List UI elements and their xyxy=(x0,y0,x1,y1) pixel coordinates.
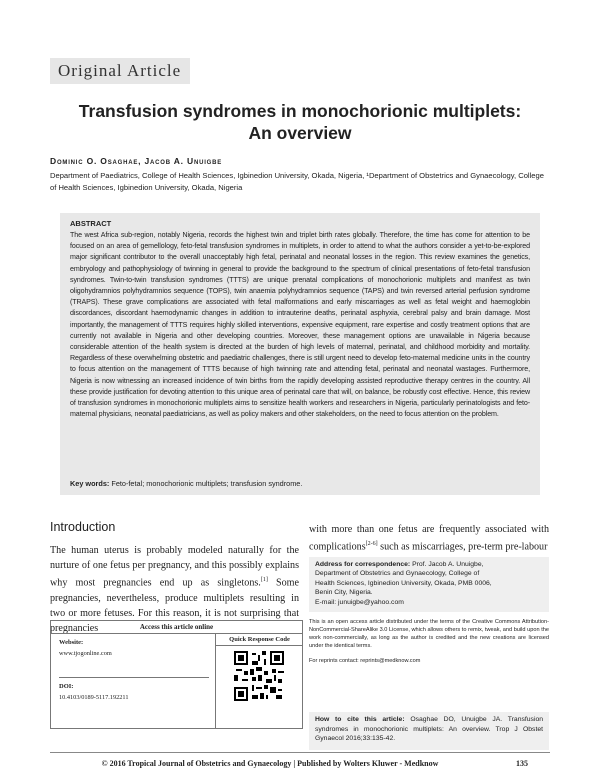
qr-cell xyxy=(215,634,303,728)
citation-2[interactable]: [2-6] xyxy=(365,541,378,548)
doi-value[interactable]: 10.4103/0189-5117.192211 xyxy=(59,694,129,701)
intro-text-1: The human uterus is probably modeled naturally for the nurture of one fetus per pregnancy, and this possibly explains why most pregnancies end up as singletons. xyxy=(50,545,299,589)
paper-title xyxy=(40,100,560,144)
cite-label: How to cite this article: xyxy=(315,716,405,723)
authors: Dominic O. Osaghae, Jacob A. Unuigbe xyxy=(50,156,223,166)
title-line-2: An overview xyxy=(248,123,352,143)
page-number: 135 xyxy=(516,759,528,768)
doi-block xyxy=(59,683,129,701)
correspondence-line-1: Department of Obstetrics and Gynaecology, College of xyxy=(315,570,480,578)
title-line-1: Transfusion syndromes in monochorionic multiplets: xyxy=(78,101,522,121)
keywords-text: Feto-fetal; monochorionic multiplets; transfusion syndrome. xyxy=(111,479,303,488)
intro-heading: Introduction xyxy=(50,520,116,534)
intro-text-2: with more than one fetus are frequently associated with complications xyxy=(309,524,549,553)
citation-1[interactable]: [1] xyxy=(260,577,268,584)
correspondence-email[interactable]: E-mail: junuigbe@yahoo.com xyxy=(315,598,404,606)
footer-text: © 2016 Tropical Journal of Obstetrics and Gynaecology | Published by Wolters Kluwer - Medknow xyxy=(101,759,439,768)
cite-text: Osaghae DO, Unuigbe JA. Transfusion syndromes in monochorionic multiplets: An overview. Trop J Obstet Gynaecol 2016;33:135-42. xyxy=(315,716,544,743)
website-link[interactable]: www.tjogonline.com xyxy=(59,650,112,657)
website-block xyxy=(59,639,209,678)
qr-label: Quick Response Code xyxy=(216,634,303,646)
intro-text-2b: such as miscarriages, pre-term pre-labour xyxy=(377,541,548,553)
abstract-body: The west Africa sub-region, notably Nigeria, records the highest twin and triplet birth rates globally. Therefore, the time has come for attention to be focused on an area of gemellology, feto-fetal transfusion syndromes in multiplets, in order to attend to what the authors consider a yet-to-be-explored major significant contributor to the overall unacceptably high fetal, perinatal and neonatal losses in the region. This review examines the genetics, embryology and pathophysiology of twinning in general to provide the background to the spectrum of clinical presentations of feto-fetal transfusion syndromes. Twin-to-twin transfusion syndromes (TTTS) are unique prenatal complications of monochorionic multiplets and manifest as twin oligohydramnios polyhydramnios sequence (TOPS), twin anaemia polyhydramnios sequence (TAPS) and twin reversed arterial perfusion syndrome (TRAPS). These grave complications are associated with fetal malformations and early miscarriages as well as fetal weight and haemoglobin discordances, discordant haemodynamic changes in addition to intrauterine deaths, perinatal asphyxia, cerebral palsy and brain damage. Most importantly, the management of TTTS requires highly skilled interventions, expensive equipment, rare expertise and costly treatment options that are currently not available in Nigeria and other developing countries. Moreover, these management options are unavailable in Nigeria because considerable attention of the health system is directed at the burden of high levels of maternal, perinatal, and childhood morbidity and mortality. Regardless of these overwhelming obstetric and paediatric challenges, there is still urgent need to develop feto-maternal medicine units in the country to focus attention on the management of TTTS because of high twinning rate and attending fetal, perinatal and neonatal wastages. Furthermore, Nigeria is now witnessing an increased incidence of twin births from the rapidly developing assisted reproductive therapy centres in the country. All these provide justification for devoting attention to this unique area of perinatal care that will, on balance, be robustly cost effective. Hence, this review of transfusion syndromes in monochorionic multiplets aims to sensitize health workers and researchers in Nigeria, particularly perinatologists and feto-maternal physicians, neonatal paediatricians, as well as policy makers and other stakeholders, on the need to focus attention on the problem. xyxy=(70,231,530,419)
keywords-label: Key words: xyxy=(70,479,110,488)
access-heading: Access this article online xyxy=(51,621,302,634)
section-tag-label: Original Article xyxy=(58,61,182,80)
correspondence-heading xyxy=(315,560,543,569)
license-text: This is an open access article distributed under the terms of the Creative Commons Attribution-NonCommercial-ShareAlike 3.0 License, which allows others to remix, tweak, and build upon the work non-commercially, as long as the author is credited and the new creations are licensed under the identical terms. xyxy=(309,619,549,649)
footer-divider xyxy=(50,752,550,753)
intro-text-1b: Some pregnancies, nevertheless, produce multiplets resulting in two or more fetuses. For this reason, it is not surprising that pregnancies xyxy=(50,577,299,635)
reprints-contact[interactable]: For reprints contact: reprints@medknow.com xyxy=(309,658,421,664)
qr-code-icon[interactable] xyxy=(234,651,284,701)
website-label: Website: xyxy=(59,639,84,646)
abstract-box xyxy=(60,213,540,495)
abstract-heading: ABSTRACT xyxy=(70,219,112,228)
cite-box xyxy=(309,712,549,750)
correspondence-label: Address for correspondence: xyxy=(315,561,411,568)
correspondence-box xyxy=(309,557,549,612)
doi-label: DOI: xyxy=(59,683,74,690)
correspondence-name: Prof. Jacob A. Unuigbe, xyxy=(412,561,484,568)
intro-paragraph-col2 xyxy=(309,522,549,555)
section-tag xyxy=(50,58,190,84)
access-box xyxy=(50,620,303,729)
affiliation: Department of Paediatrics, College of Health Sciences, Igbinedion University, Okada, Nigeria, ¹Department of Obstetrics and Gynaecology, College of Health Sciences, Igbinedion University, Okada, Nigeria xyxy=(50,171,544,192)
keywords xyxy=(70,479,302,488)
correspondence-line-3: Benin City, Nigeria. xyxy=(315,589,373,597)
correspondence-line-2: Health Sciences, Igbinedion University, Okada, PMB 0006, xyxy=(315,579,492,587)
